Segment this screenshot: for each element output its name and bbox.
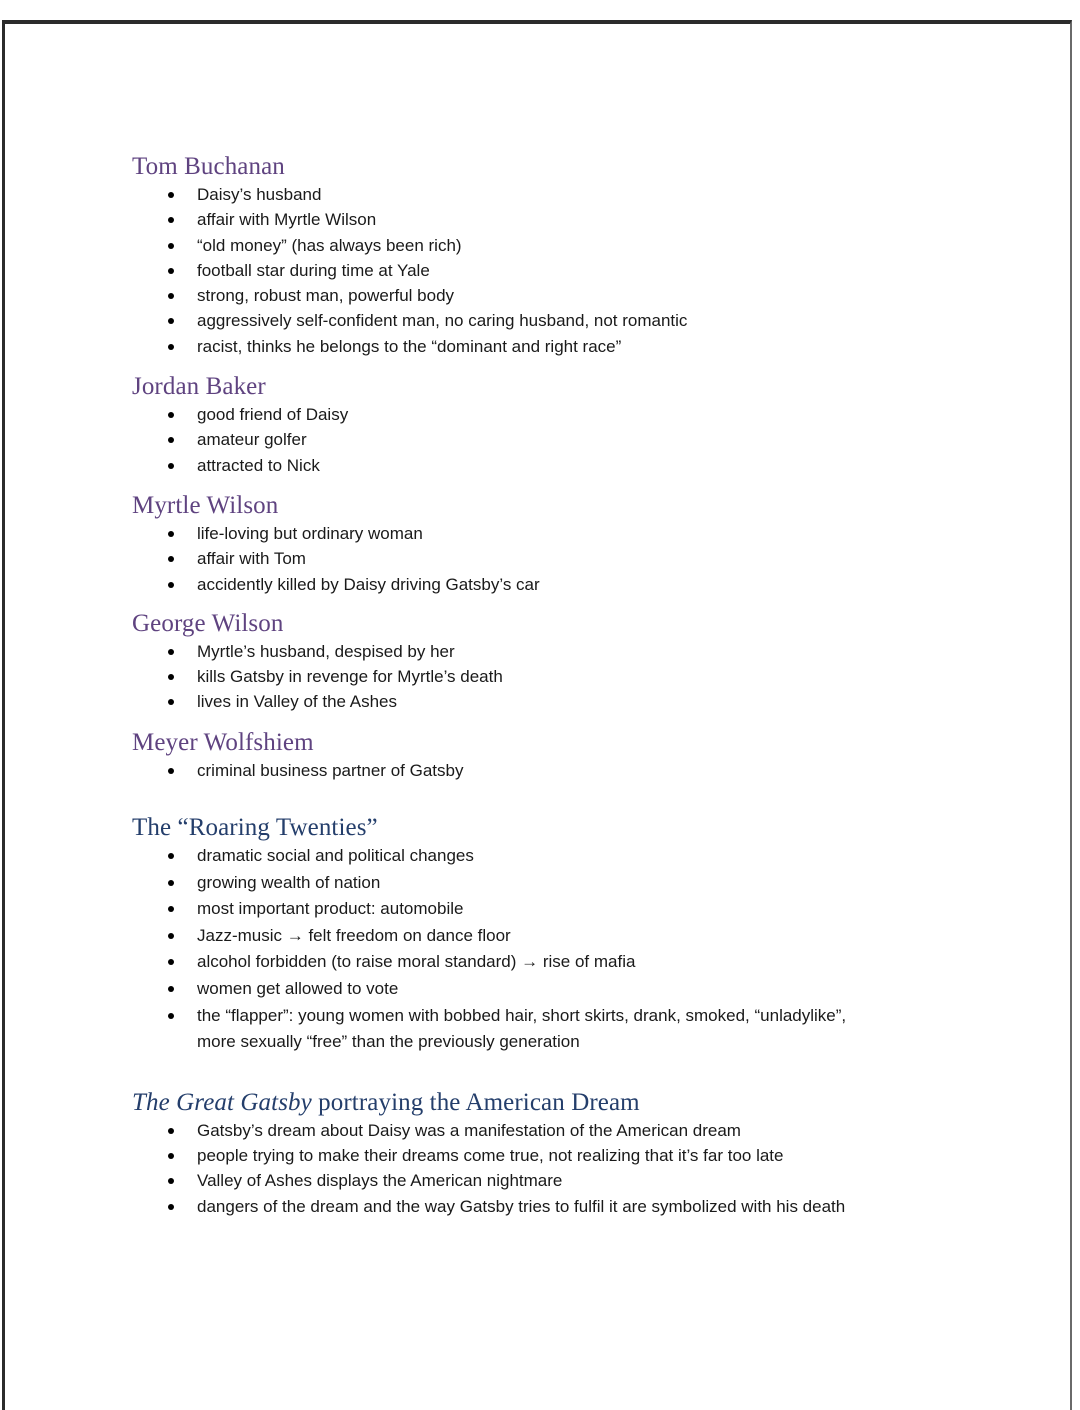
list-item: “old money” (has always been rich) — [132, 233, 992, 258]
list-item: Jazz-music → felt freedom on dance floor — [132, 923, 992, 950]
heading-rest: portraying the American Dream — [311, 1088, 640, 1116]
section-meyer-wolfshiem — [132, 728, 992, 783]
bullet-list-myrtle — [132, 521, 992, 597]
bullet-icon — [168, 1013, 174, 1019]
bullet-icon — [168, 853, 174, 859]
list-item: Daisy’s husband — [132, 182, 992, 207]
heading-roaring-twenties: The “Roaring Twenties” — [132, 814, 378, 842]
heading-meyer-wolfshiem: Meyer Wolfshiem — [132, 728, 314, 756]
bullet-icon — [168, 192, 174, 198]
section-myrtle-wilson — [132, 491, 992, 597]
bullet-list-george — [132, 639, 992, 715]
bullet-list-american-dream — [132, 1118, 992, 1219]
list-item: people trying to make their dreams come true, not realizing that it’s far too late — [132, 1143, 992, 1168]
bullet-icon — [168, 1128, 174, 1134]
bullet-list-jordan — [132, 402, 992, 478]
heading-tom-buchanan: Tom Buchanan — [132, 153, 285, 180]
bullet-icon — [168, 268, 174, 274]
bullet-icon — [168, 318, 174, 324]
list-item: amateur golfer — [132, 427, 992, 452]
list-item: football star during time at Yale — [132, 258, 992, 283]
list-item: alcohol forbidden (to raise moral standard) → rise of mafia — [132, 949, 992, 976]
list-item: the “flapper”: young women with bobbed hair, short skirts, drank, smoked, “unladylike”, more sexually “free” than the previously generation — [132, 1003, 992, 1056]
list-item: affair with Myrtle Wilson — [132, 207, 992, 232]
heading-american-dream — [132, 1088, 992, 1118]
list-item: criminal business partner of Gatsby — [132, 758, 992, 783]
list-item: affair with Tom — [132, 546, 992, 571]
bullet-icon — [168, 674, 174, 680]
bullet-icon — [168, 243, 174, 249]
list-item: Gatsby’s dream about Daisy was a manifestation of the American dream — [132, 1118, 992, 1143]
list-item: most important product: automobile — [132, 896, 992, 923]
heading-myrtle-wilson: Myrtle Wilson — [132, 491, 279, 519]
bullet-icon — [168, 933, 174, 939]
section-george-wilson — [132, 609, 992, 715]
bullet-icon — [168, 699, 174, 705]
list-item: good friend of Daisy — [132, 402, 992, 427]
bullet-icon — [168, 880, 174, 886]
heading-jordan-baker: Jordan Baker — [132, 373, 266, 401]
list-item: attracted to Nick — [132, 453, 992, 478]
list-item: Valley of Ashes displays the American nightmare — [132, 1168, 992, 1193]
heading-book-title: The Great Gatsby — [132, 1088, 312, 1116]
list-item: aggressively self-confident man, no caring husband, not romantic — [132, 308, 992, 333]
bullet-icon — [168, 344, 174, 350]
document-content — [132, 152, 992, 1219]
bullet-icon — [168, 959, 174, 965]
list-item: dramatic social and political changes — [132, 843, 992, 870]
list-item: growing wealth of nation — [132, 870, 992, 897]
bullet-icon — [168, 531, 174, 537]
heading-george-wilson: George Wilson — [132, 609, 284, 637]
section-jordan-baker — [132, 372, 992, 478]
bullet-icon — [168, 1204, 174, 1210]
bullet-icon — [168, 1153, 174, 1159]
bullet-icon — [168, 412, 174, 418]
section-american-dream — [132, 1088, 992, 1219]
list-item: life-loving but ordinary woman — [132, 521, 992, 546]
bullet-icon — [168, 649, 174, 655]
bullet-icon — [168, 293, 174, 299]
list-item-continuation: more sexually “free” than the previously generation — [197, 1032, 580, 1052]
list-item: lives in Valley of the Ashes — [132, 689, 992, 714]
list-item: dangers of the dream and the way Gatsby tries to fulfil it are symbolized with his death — [132, 1194, 992, 1219]
bullet-icon — [168, 986, 174, 992]
list-item: kills Gatsby in revenge for Myrtle’s death — [132, 664, 992, 689]
bullet-icon — [168, 217, 174, 223]
bullet-list-twenties — [132, 843, 992, 1056]
bullet-icon — [168, 906, 174, 912]
bullet-icon — [168, 1178, 174, 1184]
list-item: strong, robust man, powerful body — [132, 283, 992, 308]
bullet-icon — [168, 463, 174, 469]
bullet-icon — [168, 437, 174, 443]
section-roaring-twenties — [132, 813, 992, 1056]
bullet-list-tom — [132, 182, 992, 359]
list-item: women get allowed to vote — [132, 976, 992, 1003]
bullet-list-meyer — [132, 758, 992, 783]
list-item: Myrtle’s husband, despised by her — [132, 639, 992, 664]
section-tom-buchanan — [132, 152, 992, 359]
bullet-icon — [168, 556, 174, 562]
list-item: accidently killed by Daisy driving Gatsby’s car — [132, 572, 992, 597]
list-item: racist, thinks he belongs to the “dominant and right race” — [132, 334, 992, 359]
bullet-icon — [168, 768, 174, 774]
bullet-icon — [168, 582, 174, 588]
